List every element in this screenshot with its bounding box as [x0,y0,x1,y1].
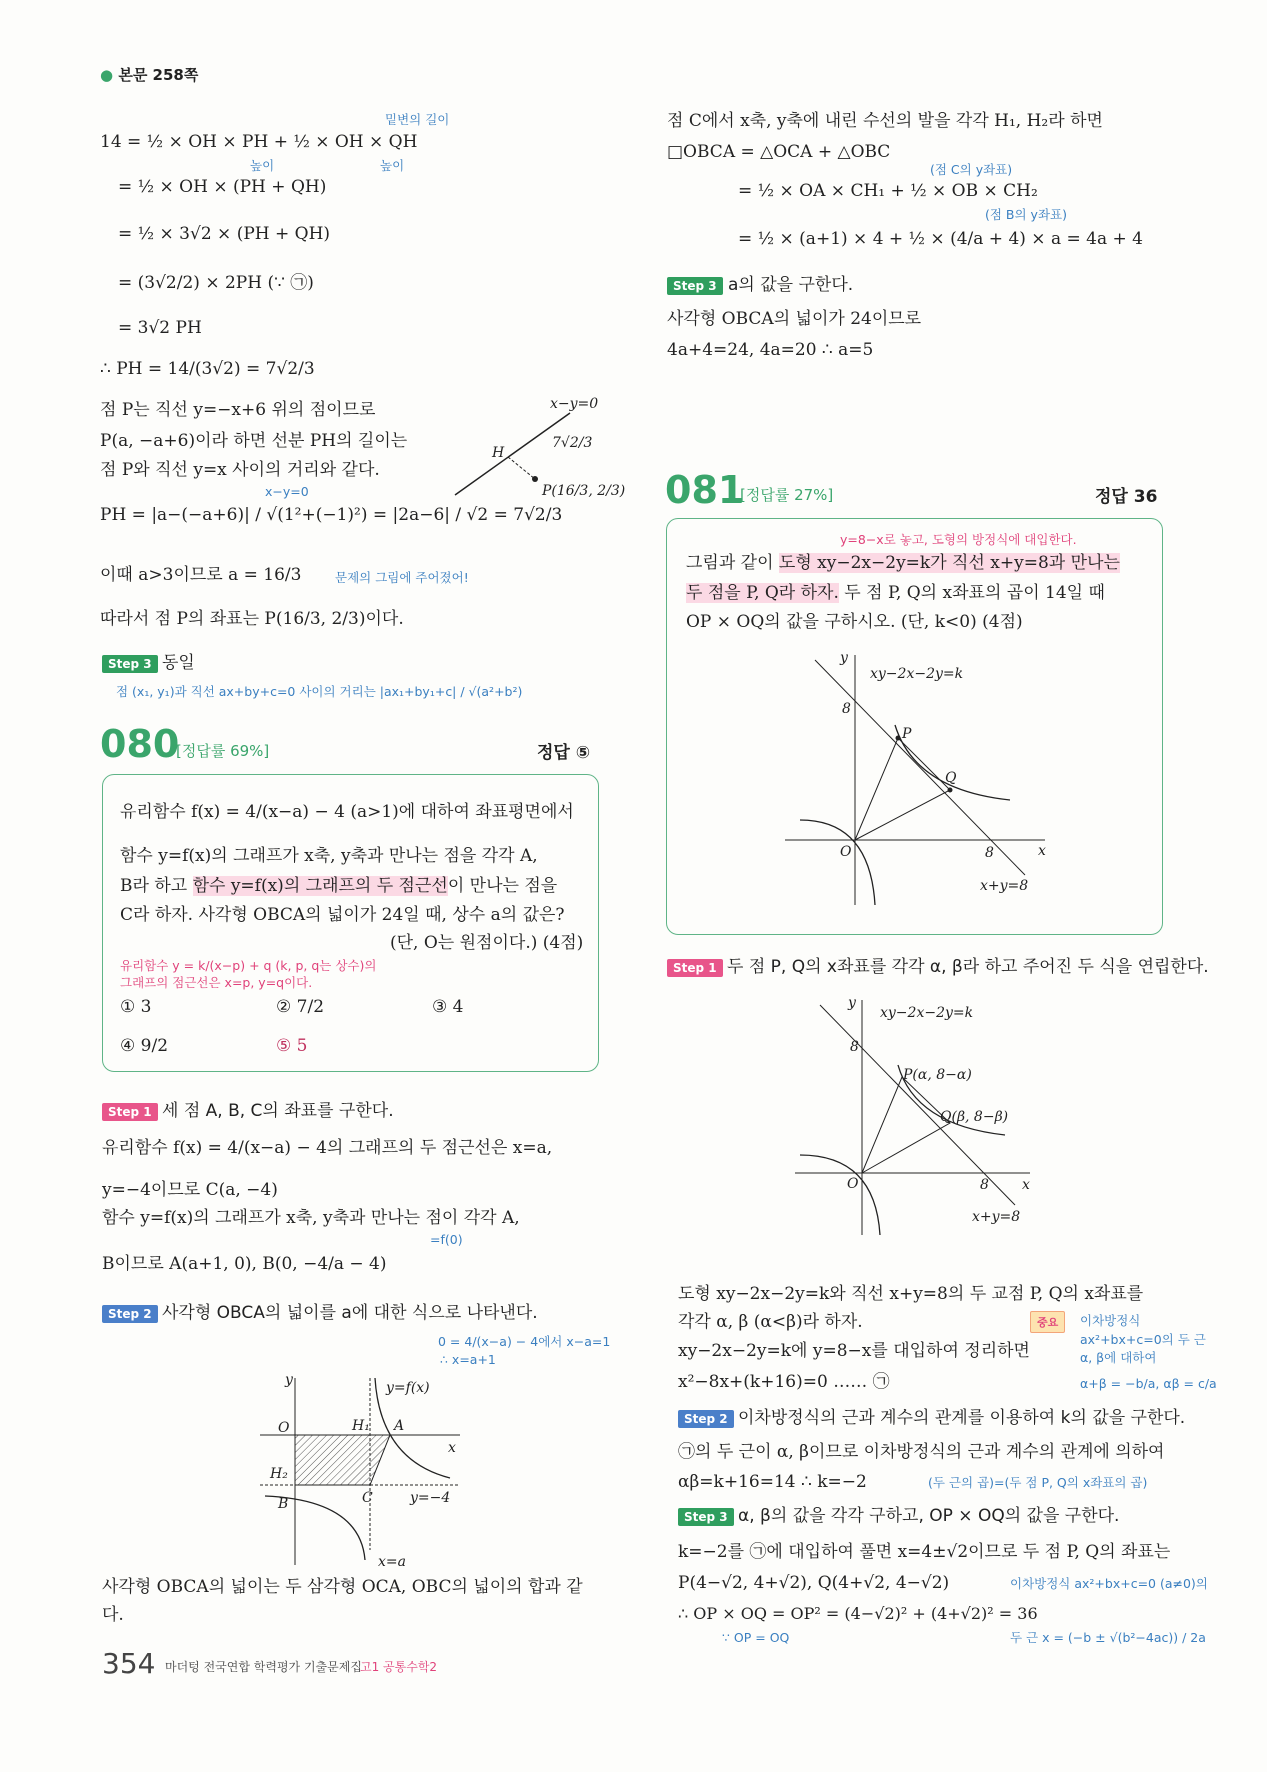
step-badge: Step 3 [102,655,158,673]
text-line: P(a, −a+6)이라 하면 선분 PH의 길이는 [100,431,408,451]
point-q [948,788,953,793]
text-line: 4a+4=24, 4a=20 ∴ a=5 [667,340,874,360]
page-number: 354 [102,1647,156,1680]
problem-line: C라 하자. 사각형 OBCA의 넓이가 24일 때, 상수 a의 값은? [120,905,565,925]
note-zero: 0 = 4/(x−a) − 4에서 x−a=1 [438,1334,611,1349]
text-line: 각각 α, β (α<β)라 하자. [678,1312,863,1332]
curve-left [800,820,875,905]
origin-label: O [840,844,852,860]
p-label: P(16/3, 2/3) [542,483,626,499]
correct-rate: [정답률 27%] [740,486,834,504]
p-label: P [902,726,912,742]
text-line: 점 P와 직선 y=x 사이의 거리와 같다. [100,460,380,480]
eq-line: 14 = ½ × OH × PH + ½ × OH × QH [100,132,418,152]
note-f0: =f(0) [430,1232,463,1247]
triangle-opq [855,738,950,840]
text-line: αβ=k+16=14 ∴ k=−2 [678,1472,867,1492]
note-formula: 이차방정식 ax²+bx+c=0 (a≠0)의 [1010,1576,1208,1591]
note-height: 높이 [380,158,405,173]
step-badge: Step 2 [102,1305,158,1323]
text-line: ∴ OP × OQ = OP² = (4−√2)² + (4+√2)² = 36 [678,1604,1038,1623]
eq-line: = 3√2 PH [118,318,202,338]
problem-line: (단, O는 원점이다.) (4점) [390,933,584,953]
text: B라 하고 [120,876,193,896]
x-label: x [1038,843,1046,859]
text-line: ㉠의 두 근이 α, β이므로 이차방정식의 근과 계수의 관계에 의하여 [678,1442,1165,1462]
eq-line: ∴ PH = 14/(3√2) = 7√2/3 [100,359,315,379]
highlight: 함수 y=f(x)의 그래프의 두 점근선 [192,876,448,896]
x-intercept-label: 8 [980,1177,989,1193]
problem-number: 080 [100,722,180,766]
text: 두 점 P, Q의 x좌표의 곱이 14일 때 [844,583,1105,603]
y-label: y [285,1372,293,1388]
line-x-plus-y-8 [820,1005,1015,1205]
eq-line: = ½ × OA × CH₁ + ½ × OB × CH₂ [738,181,1038,201]
y-intercept-label: 8 [850,1039,859,1055]
p-label: P(α, 8−α) [903,1067,972,1083]
note-formula: 두 근 x = (−b ± √(b²−4ac)) / 2a [1010,1630,1206,1645]
subject: 고1 공통수학2 [360,1660,438,1674]
answer: 정답 ⑤ [537,743,591,763]
step-badge: Step 3 [678,1508,734,1526]
choice-4[interactable]: ④ 9/2 [120,1036,169,1056]
text-line: x²−8x+(k+16)=0 …… ㉠ [678,1372,890,1392]
step-badge: Step 3 [667,277,723,295]
text-line: P(4−√2, 4+√2), Q(4+√2, 4−√2) [678,1573,950,1593]
curve-label: xy−2x−2y=k [880,1005,974,1021]
correct-rate: [정답률 69%] [176,742,270,760]
problem-line [120,875,557,897]
highlight: 두 점을 P, Q라 하자. [686,583,839,603]
note-base: 밑변의 길이 [385,112,450,127]
text-line: xy−2x−2y=k에 y=8−x를 대입하여 정리하면 [678,1341,1030,1361]
text-line: 따라서 점 P의 좌표는 P(16/3, 2/3)이다. [100,609,404,629]
step-badge: Step 2 [678,1410,734,1428]
eq-line: = ½ × OH × (PH + QH) [118,177,327,197]
note-asymptote: 유리함수 y = k/(x−p) + q (k, p, q는 상수)의 [120,958,377,973]
curve-left [800,1155,880,1235]
asymptote-x-label: x=a [378,1554,406,1570]
step-text: 두 점 P, Q의 x좌표를 각각 α, β라 하고 주어진 두 식을 연립한다. [727,957,1209,977]
c-label: C [362,1490,373,1506]
note-zero: ∴ x=a+1 [440,1352,496,1367]
step-text: 사각형 OBCA의 넓이를 a에 대한 식으로 나타낸다. [162,1303,538,1323]
important-note: α+β = −b/a, αβ = c/a [1080,1376,1217,1391]
book-title: 마더텅 전국연합 학력평가 기출문제집 [165,1660,362,1674]
text-line: B이므로 A(a+1, 0), B(0, −4/a − 4) [102,1254,387,1274]
length-label: 7√2/3 [552,435,593,451]
point-p [896,736,901,741]
x-label: x [448,1440,456,1456]
y-label: y [840,650,848,666]
note-product: (두 근의 곱)=(두 점 P, Q의 x좌표의 곱) [928,1475,1148,1490]
step-text: α, β의 값을 각각 구하고, OP × OQ의 값을 구한다. [738,1506,1120,1526]
step-text: 동일 [162,653,195,673]
x-label: x [1022,1177,1030,1193]
text: 이 만나는 점을 [447,876,558,896]
line-x-plus-y-8 [815,660,1025,875]
eq-line: = (3√2/2) × 2PH (∵ ㉠) [118,273,314,293]
step-badge: Step 1 [102,1103,158,1121]
reference-text: 본문 258쪽 [118,66,199,84]
distance-figure [440,395,626,501]
note-line-label: x−y=0 [265,484,309,499]
choice-5-selected[interactable]: ⑤ 5 [276,1036,308,1056]
step-text: 이차방정식의 근과 계수의 관계를 이용하여 k의 값을 구한다. [738,1408,1186,1428]
circle-icon: ● [100,66,114,84]
choice-2[interactable]: ② 7/2 [276,997,325,1017]
note-asymptote: 그래프의 점근선은 x=p, y=q이다. [120,975,313,990]
y-intercept-label: 8 [842,701,851,717]
line-label: x+y=8 [980,878,1029,894]
hyperbola-graph-solution [790,995,1060,1240]
text-line: 유리함수 f(x) = 4/(x−a) − 4의 그래프의 두 점근선은 x=a, [102,1138,553,1158]
highlight: 도형 xy−2x−2y=k가 직선 x+y=8과 만나는 [778,553,1120,573]
note-b-y: (점 B의 y좌표) [985,207,1067,222]
section-reference [100,64,198,86]
answer: 정답 36 [1095,487,1158,507]
curve-label: xy−2x−2y=k [870,666,964,682]
quadrilateral-obca [295,1435,390,1485]
origin-label: O [847,1176,859,1192]
problem-line: 유리함수 f(x) = 4/(x−a) − 4 (a>1)에 대하여 좌표평면에서 [120,802,574,822]
important-note: α, β에 대하여 [1080,1350,1157,1365]
note-c-y: (점 C의 y좌표) [930,162,1013,177]
text-line: 사각형 OBCA의 넓이가 24이므로 [667,309,922,329]
eq-line: □OBCA = △OCA + △OBC [667,142,891,162]
note-substitute: y=8−x로 놓고, 도형의 방정식에 대입한다. [840,532,1077,547]
curve-right [895,725,1010,800]
text-line: 점 P는 직선 y=−x+6 위의 점이므로 [100,400,376,420]
problem-line [686,552,1120,574]
eq-line: PH = |a−(−a+6)| / √(1²+(−1)²) = |2a−6| / √2 = 7√2/3 [100,505,563,525]
note-height: 높이 [250,158,275,173]
rational-graph [250,1370,470,1570]
perpendicular-segment [508,457,535,479]
text-line: 점 C에서 x축, y축에 내린 수선의 발을 각각 H₁, H₂라 하면 [667,111,1103,131]
text-line: 함수 y=f(x)의 그래프가 x축, y축과 만나는 점이 각각 A, [102,1208,520,1228]
text-line: k=−2를 ㉠에 대입하여 풀면 x=4±√2이므로 두 점 P, Q의 좌표는 [678,1542,1171,1562]
eq-line: = ½ × (a+1) × 4 + ½ × (4/a + 4) × a = 4a + 4 [738,229,1143,249]
text-line: y=−4이므로 C(a, −4) [102,1180,278,1200]
y-label: y [848,995,856,1011]
function-label: y=f(x) [386,1380,430,1396]
b-label: B [278,1496,289,1512]
step-text: 세 점 A, B, C의 좌표를 구한다. [162,1101,394,1121]
problem-line [686,582,1105,604]
text-line: 사각형 OBCA의 넓이는 두 삼각형 OCA, OBC의 넓이의 합과 같 [102,1577,583,1597]
asymptote-y-label: y=−4 [410,1490,451,1506]
text-line: 도형 xy−2x−2y=k와 직선 x+y=8의 두 교점 P, Q의 x좌표를 [678,1284,1144,1304]
note-given: 문제의 그림에 주어졌어! [335,570,469,585]
problem-number: 081 [665,468,745,512]
text: 그림과 같이 [686,553,779,573]
text-line: 이때 a>3이므로 a = 16/3 [100,565,302,585]
q-label: Q(β, 8−β) [940,1109,1009,1125]
q-label: Q [945,770,957,786]
hyperbola-graph [780,650,1060,910]
problem-line: OP × OQ의 값을 구하시오. (단, k<0) (4점) [686,612,1023,632]
h2-label: H₂ [270,1466,288,1482]
step-badge: Step 1 [667,959,723,977]
eq-line: = ½ × 3√2 × (PH + QH) [118,224,331,244]
origin-label: O [278,1420,290,1436]
choice-3[interactable]: ③ 4 [432,997,464,1017]
text-line: 다. [102,1605,124,1625]
note-distance: 점 (x₁, y₁)과 직선 ax+by+c=0 사이의 거리는 |ax₁+by₁+c| / √(a²+b²) [116,684,523,699]
line-label: x+y=8 [972,1209,1021,1225]
problem-line: 함수 y=f(x)의 그래프가 x축, y축과 만나는 점을 각각 A, [120,846,538,866]
h1-label: H₁ [352,1418,370,1434]
step-text: a의 값을 구한다. [728,275,854,295]
choice-1[interactable]: ① 3 [120,997,152,1017]
line-label: x−y=0 [550,396,599,412]
important-note: ax²+bx+c=0의 두 근 [1080,1332,1206,1347]
point-p [532,476,538,482]
note-equal: ∵ OP = OQ [722,1630,790,1645]
important-badge: 중요 [1030,1311,1065,1333]
x-intercept-label: 8 [985,845,994,861]
h-label: H [492,445,505,461]
important-note: 이차방정식 [1080,1313,1141,1328]
a-label: A [394,1418,405,1434]
